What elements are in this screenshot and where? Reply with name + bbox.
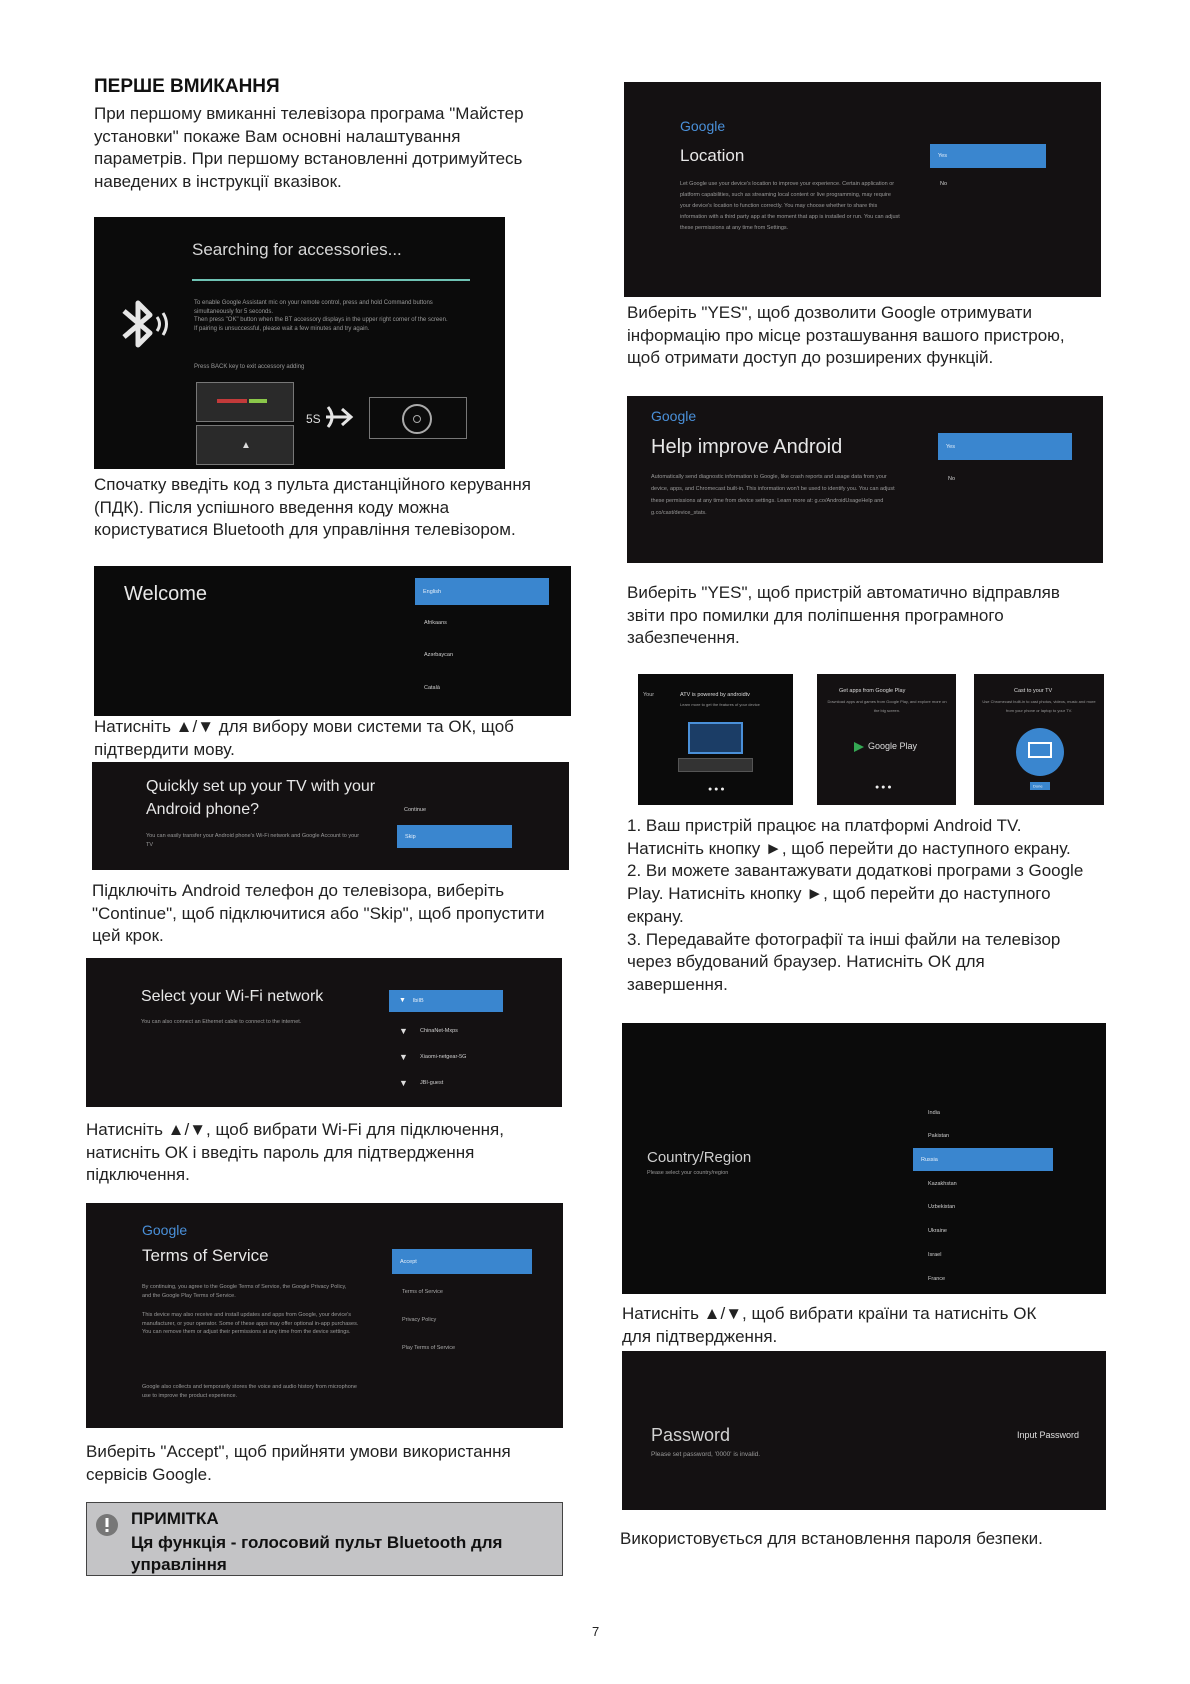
google-play-text: Download apps and games from Google Play, and explore more on the big screen. [827,699,947,713]
wifi-network[interactable]: ChinaNet-Mxps [420,1028,458,1034]
country-option[interactable]: Kazakhstan [928,1181,957,1187]
wifi-network-selected[interactable]: lbiIB [389,990,503,1012]
google-logo: Google [142,1222,188,1238]
country-screen [622,1023,1106,1294]
continue-option[interactable]: Continue [404,807,427,813]
done-button[interactable]: Done [1030,782,1050,790]
country-option[interactable]: India [928,1110,940,1116]
country-option[interactable]: Uzbekistan [928,1204,956,1210]
yes-option[interactable]: Yes [930,144,1046,168]
password-caption: Використовується для встановлення пароля безпеки. [620,1529,1043,1548]
location-screen [624,82,1101,297]
language-option-selected[interactable]: English [415,578,549,605]
bluetooth-caption: Спочатку введіть код з пульта дистанційного керування (ПДК). Після успішного введення коду можна користуватися Bluetooth для управління телевізором. [94,475,531,540]
google-logo: Google [651,408,697,424]
arrow-right-icon [322,403,356,436]
help-title: Help improve Android [651,436,843,458]
android-caption: 1. Ваш пристрій працює на платформі Android TV. Натисніть кнопку ►, щоб перейти до наступного екрану. 2. Ви можете завантажувати додаткові програми з Google Play. Натисніть кнопку ►, щоб перейти до наступного екрану. 3. Передавайте фотографії та інші файли на телевізор через вбудований браузер. Натисніть ОК для завершення. [627,816,1084,994]
google-logo: Google [680,118,726,134]
country-caption: Натисніть ▲/▼, щоб вибрати країни та натисніть ОК для підтвердження. [622,1304,1037,1346]
android-tv-title: ATV is powered by androidtv [680,692,750,698]
wifi-icon: ▼ [399,1026,408,1036]
google-play-icon [853,740,865,758]
password-screen [622,1351,1106,1510]
note-title: ПРИМІТКА [131,1509,219,1528]
privacy-option[interactable]: Privacy Policy [402,1317,437,1323]
language-option[interactable]: Afrikaans [424,620,447,626]
wifi-network[interactable]: Xiaomi-netgear-5G [420,1054,467,1060]
remote-illustration-bottom: ▲ [196,425,294,465]
android-tv-screen [638,674,793,805]
page-dots-icon: ● ● ● [875,784,892,791]
country-text: Please select your country/region [647,1170,729,1176]
language-option[interactable]: Azərbaycan [424,652,454,658]
terms-text-3: Google also collects and temporarily stores the voice and audio history from microphone use to improve the product experience. [142,1384,357,1399]
help-caption: Виберіть "YES", щоб пристрій автоматично відправляв звіти про помилки для поліпшення програмного забезпечення. [627,583,1060,648]
wifi-icon: ▼ [399,1052,408,1062]
phone-caption: Підключіть Android телефон до телевізора, виберіть "Continue", щоб підключитися або "Skip", щоб пропустити цей крок. [92,881,545,946]
bluetooth-screen [94,217,505,469]
android-tv-text: Learn more to get the features of your device [680,702,760,707]
phone-setup-text: You can easily transfer your Android phone's Wi-Fi network and Google Account to your TV [146,833,360,848]
cast-illustration [1016,728,1064,776]
country-title: Country/Region [647,1149,752,1166]
skip-option[interactable]: Skip [397,825,512,848]
no-option[interactable]: No [940,181,948,187]
country-option[interactable]: Israel [928,1252,942,1258]
bluetooth-icon [114,289,174,364]
page-number: 7 [592,1624,600,1639]
yes-option[interactable]: Yes [938,433,1072,460]
note-body: Ця функція - голосовий пульт Bluetooth для управління [131,1533,503,1574]
help-screen [627,396,1103,563]
bluetooth-screen-title: Searching for accessories... [192,240,402,259]
google-play-screen [817,674,956,805]
tv-stand [678,758,753,772]
terms-text-1: By continuing, you agree to the Google Terms of Service, the Google Privacy Policy, and the Google Play Terms of Service. [142,1284,347,1299]
exclamation-icon [95,1513,119,1542]
wifi-network[interactable]: JBI-guest [420,1080,444,1086]
page-heading: ПЕРШЕ ВМИКАННЯ [94,76,280,97]
phone-setup-title: Quickly set up your TV with your Android phone? [146,778,376,818]
play-terms-option[interactable]: Play Terms of Service [402,1345,456,1351]
android-your-label: Your [643,692,655,698]
progress-line [192,279,470,281]
input-password-button[interactable]: Input Password [1017,1430,1080,1440]
help-text: Automatically send diagnostic information to Google, like crash reports and usage data from your device, apps, and Chromecast built-in. This information won't be used to identify you. You can adjust these permissions at any time from device settings. Learn more at: g.co/AndroidUsageHelp and g.co/cast/device_stats. [651,474,895,516]
wifi-icon: ▼ [399,997,406,1004]
page-dots-icon: ● ● ● [708,786,725,793]
cast-title: Cast to your TV [1014,688,1053,694]
location-text: Let Google use your device's location to improve your experience. Certain application or platform capabilities, such as streaming local content or live programming, may require your device's location to function correctly. You may choose whether to share this information with a third party app at the moment that app is installed or run. You can adjust these permissions at any time from Settings. [680,181,900,231]
accept-option[interactable]: Accept [392,1249,532,1274]
google-play-title: Get apps from Google Play [839,688,906,694]
seconds-label: 5S [306,412,321,426]
country-option[interactable]: Ukraine [928,1228,947,1234]
terms-option[interactable]: Terms of Service [402,1289,443,1295]
wifi-screen [86,958,562,1107]
language-option[interactable]: Català [424,685,440,691]
location-caption: Виберіть "YES", щоб дозволити Google отримувати інформацію про місце розташування вашого пристрою, щоб отримати доступ до розширених функцій. [627,303,1065,368]
terms-caption: Виберіть "Accept", щоб прийняти умови використання сервісів Google. [86,1442,511,1484]
wifi-caption: Натисніть ▲/▼, щоб вибрати Wi-Fi для підключення, натисніть ОК і введіть пароль для підтвердження підключення. [86,1120,504,1185]
terms-title: Terms of Service [142,1246,269,1265]
terms-screen [86,1203,563,1428]
country-option[interactable]: Pakistan [928,1133,950,1139]
country-option[interactable]: France [928,1276,946,1282]
remote-illustration-top [196,382,294,422]
welcome-caption: Натисніть ▲/▼ для вибору мови системи та ОК, щоб підтвердити мову. [94,717,514,759]
tv-illustration [688,722,743,754]
cast-text: Use Chromecast built-in to cast photos, videos, music and more from your phone or laptop to your TV. [982,699,1096,713]
password-text: Please set password, '0000' is invalid. [651,1451,761,1458]
welcome-screen [94,566,571,716]
phone-setup-screen [92,762,569,870]
no-option[interactable]: No [948,476,956,482]
terms-text-2: This device may also receive and install updates and apps from Google, your device's manufacturer, or your operator. Some of these apps may offer optional in-app purchases. You can remove them or adjust their permissions at any time from the device settings. [142,1312,359,1336]
note-box [86,1502,563,1576]
country-option-selected[interactable]: Russia [913,1148,1053,1171]
cast-screen [974,674,1104,805]
bluetooth-back-text: Press BACK key to exit accessory adding [194,364,305,370]
wifi-icon: ▼ [399,1078,408,1088]
tv-illustration [369,397,467,439]
bluetooth-screen-text: To enable Google Assistant mic on your remote control, press and hold Command buttons simultaneously for 5 seconds. Then press "OK" button when the BT accessory displays in the upper right corner of the screen. If pairing is unsuccessful, please wait a few minutes and try again. [194,300,448,332]
welcome-title: Welcome [124,583,207,605]
wifi-title: Select your Wi-Fi network [141,988,324,1005]
wifi-text: You can also connect an Ethernet cable to connect to the internet. [141,1019,302,1025]
intro-text: При першому вмиканні телевізора програма "Майстер установки" покаже Вам основні налаштування параметрів. При першому встановленні дотримуйтесь наведених в інструкції вказівок. [94,104,524,192]
password-title: Password [651,1425,731,1445]
google-play-brand: Google Play [868,741,918,751]
location-title: Location [680,146,745,165]
